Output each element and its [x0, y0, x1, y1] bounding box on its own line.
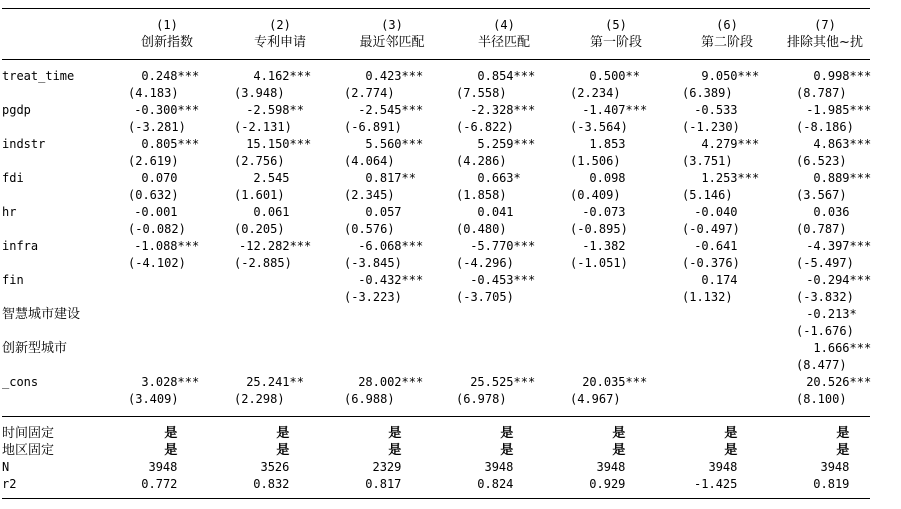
coefficient: -0.073	[582, 205, 626, 219]
t-statistic: (6.523)	[796, 154, 847, 168]
stat-row	[0, 476, 901, 493]
coefficient: 0.805***	[141, 137, 200, 151]
t-statistic: (-0.895)	[570, 222, 628, 236]
coefficient: 0.854***	[477, 69, 536, 83]
column-title: 创新指数	[140, 35, 193, 50]
t-statistic: (0.787)	[796, 222, 847, 236]
t-statistic: (4.183)	[128, 86, 179, 100]
t-statistic: (2.234)	[570, 86, 621, 100]
variable-row	[0, 68, 901, 85]
variable-name: indstr	[2, 137, 46, 151]
t-statistic: (3.409)	[128, 392, 179, 406]
variable-row	[0, 306, 901, 323]
stat-name: r2	[2, 477, 17, 491]
t-statistic: (2.298)	[234, 392, 285, 406]
variable-row	[0, 102, 901, 119]
coefficient: 0.500**	[589, 69, 640, 83]
fixed-effect-name: 时间固定	[2, 426, 55, 441]
coefficient: -0.432***	[358, 273, 424, 287]
t-statistic: (8.787)	[796, 86, 847, 100]
t-statistic: (0.205)	[234, 222, 285, 236]
coefficient: -0.533	[694, 103, 738, 117]
tstat-row	[0, 119, 901, 136]
coefficient: 0.061	[253, 205, 290, 219]
coefficient: 25.241**	[246, 375, 304, 389]
column-number: (7)	[814, 18, 836, 32]
variable-row	[0, 136, 901, 153]
tstat-row	[0, 289, 901, 306]
coefficient: -4.397***	[806, 239, 872, 253]
coefficient: 25.525***	[470, 375, 536, 389]
column-number: (5)	[605, 18, 627, 32]
t-statistic: (0.632)	[128, 188, 179, 202]
coefficient: -0.453***	[470, 273, 536, 287]
coefficient: -0.213*	[806, 307, 857, 321]
column-title: 最近邻匹配	[359, 35, 425, 50]
coefficient: 1.853	[589, 137, 626, 151]
t-statistic: (3.567)	[796, 188, 847, 202]
fixed-effect-value: 是	[388, 443, 402, 458]
variable-name: _cons	[2, 375, 39, 389]
t-statistic: (3.751)	[682, 154, 733, 168]
t-statistic: (5.146)	[682, 188, 733, 202]
coefficient: 15.150***	[246, 137, 312, 151]
fixed-effect-value: 是	[164, 443, 178, 458]
coefficient: 3.028***	[141, 375, 200, 389]
fixed-effect-value: 是	[724, 426, 738, 441]
t-statistic: (6.389)	[682, 86, 733, 100]
coefficient: 0.036	[813, 205, 850, 219]
coefficient: -0.641	[694, 239, 738, 253]
variable-row	[0, 340, 901, 357]
t-statistic: (-0.497)	[682, 222, 740, 236]
t-statistic: (-6.822)	[456, 120, 514, 134]
variable-name: treat_time	[2, 69, 75, 83]
stat-value: -1.425	[694, 477, 738, 491]
t-statistic: (6.988)	[344, 392, 395, 406]
coefficient: 0.041	[477, 205, 514, 219]
coefficient: -2.328***	[470, 103, 536, 117]
coefficient: 4.863***	[813, 137, 872, 151]
stat-value: 0.817	[365, 477, 402, 491]
tstat-row	[0, 255, 901, 272]
coefficient: 28.002***	[358, 375, 424, 389]
coefficient: 5.560***	[365, 137, 424, 151]
fixed-effect-row	[0, 425, 901, 442]
variable-name: pgdp	[2, 103, 31, 117]
body-rule	[2, 416, 870, 417]
coefficient: -1.985***	[806, 103, 872, 117]
t-statistic: (4.064)	[344, 154, 395, 168]
coefficient: -2.598**	[246, 103, 304, 117]
header-rule	[2, 59, 870, 60]
coefficient: 0.423***	[365, 69, 424, 83]
t-statistic: (2.619)	[128, 154, 179, 168]
variable-name: fin	[2, 273, 24, 287]
t-statistic: (-8.186)	[796, 120, 854, 134]
bottom-rule	[2, 498, 870, 499]
t-statistic: (4.286)	[456, 154, 507, 168]
t-statistic: (1.601)	[234, 188, 285, 202]
t-statistic: (-1.051)	[570, 256, 628, 270]
column-title: 专利申请	[253, 35, 306, 50]
variable-row	[0, 238, 901, 255]
column-number: (4)	[493, 18, 515, 32]
coefficient: 0.070	[141, 171, 178, 185]
fixed-effect-value: 是	[500, 443, 514, 458]
fixed-effect-value: 是	[388, 426, 402, 441]
t-statistic: (-1.230)	[682, 120, 740, 134]
t-statistic: (0.480)	[456, 222, 507, 236]
t-statistic: (0.576)	[344, 222, 395, 236]
stat-value: 3526	[260, 460, 290, 474]
tstat-row	[0, 85, 901, 102]
fixed-effect-row	[0, 442, 901, 459]
fixed-effect-value: 是	[724, 443, 738, 458]
variable-name: infra	[2, 239, 39, 253]
variable-name: fdi	[2, 171, 24, 185]
variable-row	[0, 374, 901, 391]
t-statistic: (2.345)	[344, 188, 395, 202]
fixed-effect-value: 是	[276, 426, 290, 441]
stat-value: 3948	[148, 460, 178, 474]
column-title: 排除其他~扰	[787, 35, 863, 50]
t-statistic: (-4.296)	[456, 256, 514, 270]
fixed-effect-value: 是	[164, 426, 178, 441]
top-rule	[2, 8, 870, 9]
coefficient: 0.817**	[365, 171, 416, 185]
variable-name: hr	[2, 205, 17, 219]
t-statistic: (-2.885)	[234, 256, 292, 270]
stat-value: 3948	[708, 460, 738, 474]
t-statistic: (8.100)	[796, 392, 847, 406]
coefficient: -0.040	[694, 205, 738, 219]
t-statistic: (6.978)	[456, 392, 507, 406]
coefficient: 1.253***	[701, 171, 760, 185]
stat-value: 2329	[372, 460, 402, 474]
column-number: (3)	[381, 18, 403, 32]
coefficient: 0.889***	[813, 171, 872, 185]
t-statistic: (-3.564)	[570, 120, 628, 134]
t-statistic: (0.409)	[570, 188, 621, 202]
coefficient: 0.248***	[141, 69, 200, 83]
t-statistic: (-0.082)	[128, 222, 186, 236]
fixed-effect-value: 是	[836, 426, 850, 441]
stat-value: 0.824	[477, 477, 514, 491]
fixed-effect-value: 是	[276, 443, 290, 458]
t-statistic: (-4.102)	[128, 256, 186, 270]
t-statistic: (-3.832)	[796, 290, 854, 304]
t-statistic: (-3.845)	[344, 256, 402, 270]
column-title: 半径匹配	[477, 35, 530, 50]
coefficient: 2.545	[253, 171, 290, 185]
t-statistic: (1.858)	[456, 188, 507, 202]
variable-name: 智慧城市建设	[2, 307, 81, 322]
tstat-row	[0, 357, 901, 374]
column-title: 第一阶段	[589, 35, 642, 50]
variable-row	[0, 272, 901, 289]
t-statistic: (1.506)	[570, 154, 621, 168]
fixed-effect-value: 是	[612, 426, 626, 441]
coefficient: -2.545***	[358, 103, 424, 117]
t-statistic: (2.756)	[234, 154, 285, 168]
tstat-row	[0, 221, 901, 238]
t-statistic: (-6.891)	[344, 120, 402, 134]
fixed-effect-name: 地区固定	[2, 443, 55, 458]
coefficient: -1.407***	[582, 103, 648, 117]
header-number-row	[0, 17, 901, 34]
t-statistic: (-0.376)	[682, 256, 740, 270]
column-number: (6)	[716, 18, 738, 32]
t-statistic: (-1.676)	[796, 324, 854, 338]
stat-value: 3948	[484, 460, 514, 474]
t-statistic: (2.774)	[344, 86, 395, 100]
coefficient: 0.998***	[813, 69, 872, 83]
header-title-row	[0, 34, 901, 51]
t-statistic: (8.477)	[796, 358, 847, 372]
stat-value: 0.819	[813, 477, 850, 491]
tstat-row	[0, 153, 901, 170]
coefficient: -0.001	[134, 205, 178, 219]
t-statistic: (-2.131)	[234, 120, 292, 134]
stat-value: 3948	[596, 460, 626, 474]
stat-row	[0, 459, 901, 476]
t-statistic: (1.132)	[682, 290, 733, 304]
coefficient: -1.382	[582, 239, 626, 253]
coefficient: -0.294***	[806, 273, 872, 287]
stat-value: 0.832	[253, 477, 290, 491]
variable-row	[0, 170, 901, 187]
t-statistic: (-3.223)	[344, 290, 402, 304]
column-title: 第二阶段	[700, 35, 753, 50]
coefficient: 4.279***	[701, 137, 760, 151]
coefficient: 0.663*	[477, 171, 521, 185]
t-statistic: (-5.497)	[796, 256, 854, 270]
stat-value: 0.929	[589, 477, 626, 491]
stat-value: 0.772	[141, 477, 178, 491]
coefficient: -1.088***	[134, 239, 200, 253]
tstat-row	[0, 187, 901, 204]
coefficient: 9.050***	[701, 69, 760, 83]
t-statistic: (3.948)	[234, 86, 285, 100]
coefficient: -6.068***	[358, 239, 424, 253]
coefficient: 1.666***	[813, 341, 872, 355]
coefficient: 20.035***	[582, 375, 648, 389]
t-statistic: (4.967)	[570, 392, 621, 406]
coefficient: 0.098	[589, 171, 626, 185]
tstat-row	[0, 391, 901, 408]
t-statistic: (7.558)	[456, 86, 507, 100]
coefficient: 5.259***	[477, 137, 536, 151]
fixed-effect-value: 是	[500, 426, 514, 441]
variable-name: 创新型城市	[2, 341, 68, 356]
stat-value: 3948	[820, 460, 850, 474]
variable-row	[0, 204, 901, 221]
fixed-effect-value: 是	[612, 443, 626, 458]
column-number: (1)	[156, 18, 178, 32]
coefficient: -5.770***	[470, 239, 536, 253]
tstat-row	[0, 323, 901, 340]
coefficient: 0.174	[701, 273, 738, 287]
fixed-effect-value: 是	[836, 443, 850, 458]
coefficient: -12.282***	[239, 239, 312, 253]
column-number: (2)	[269, 18, 291, 32]
coefficient: 0.057	[365, 205, 402, 219]
coefficient: -0.300***	[134, 103, 200, 117]
coefficient: 20.526***	[806, 375, 872, 389]
t-statistic: (-3.705)	[456, 290, 514, 304]
coefficient: 4.162***	[253, 69, 312, 83]
t-statistic: (-3.281)	[128, 120, 186, 134]
stat-name: N	[2, 460, 10, 474]
